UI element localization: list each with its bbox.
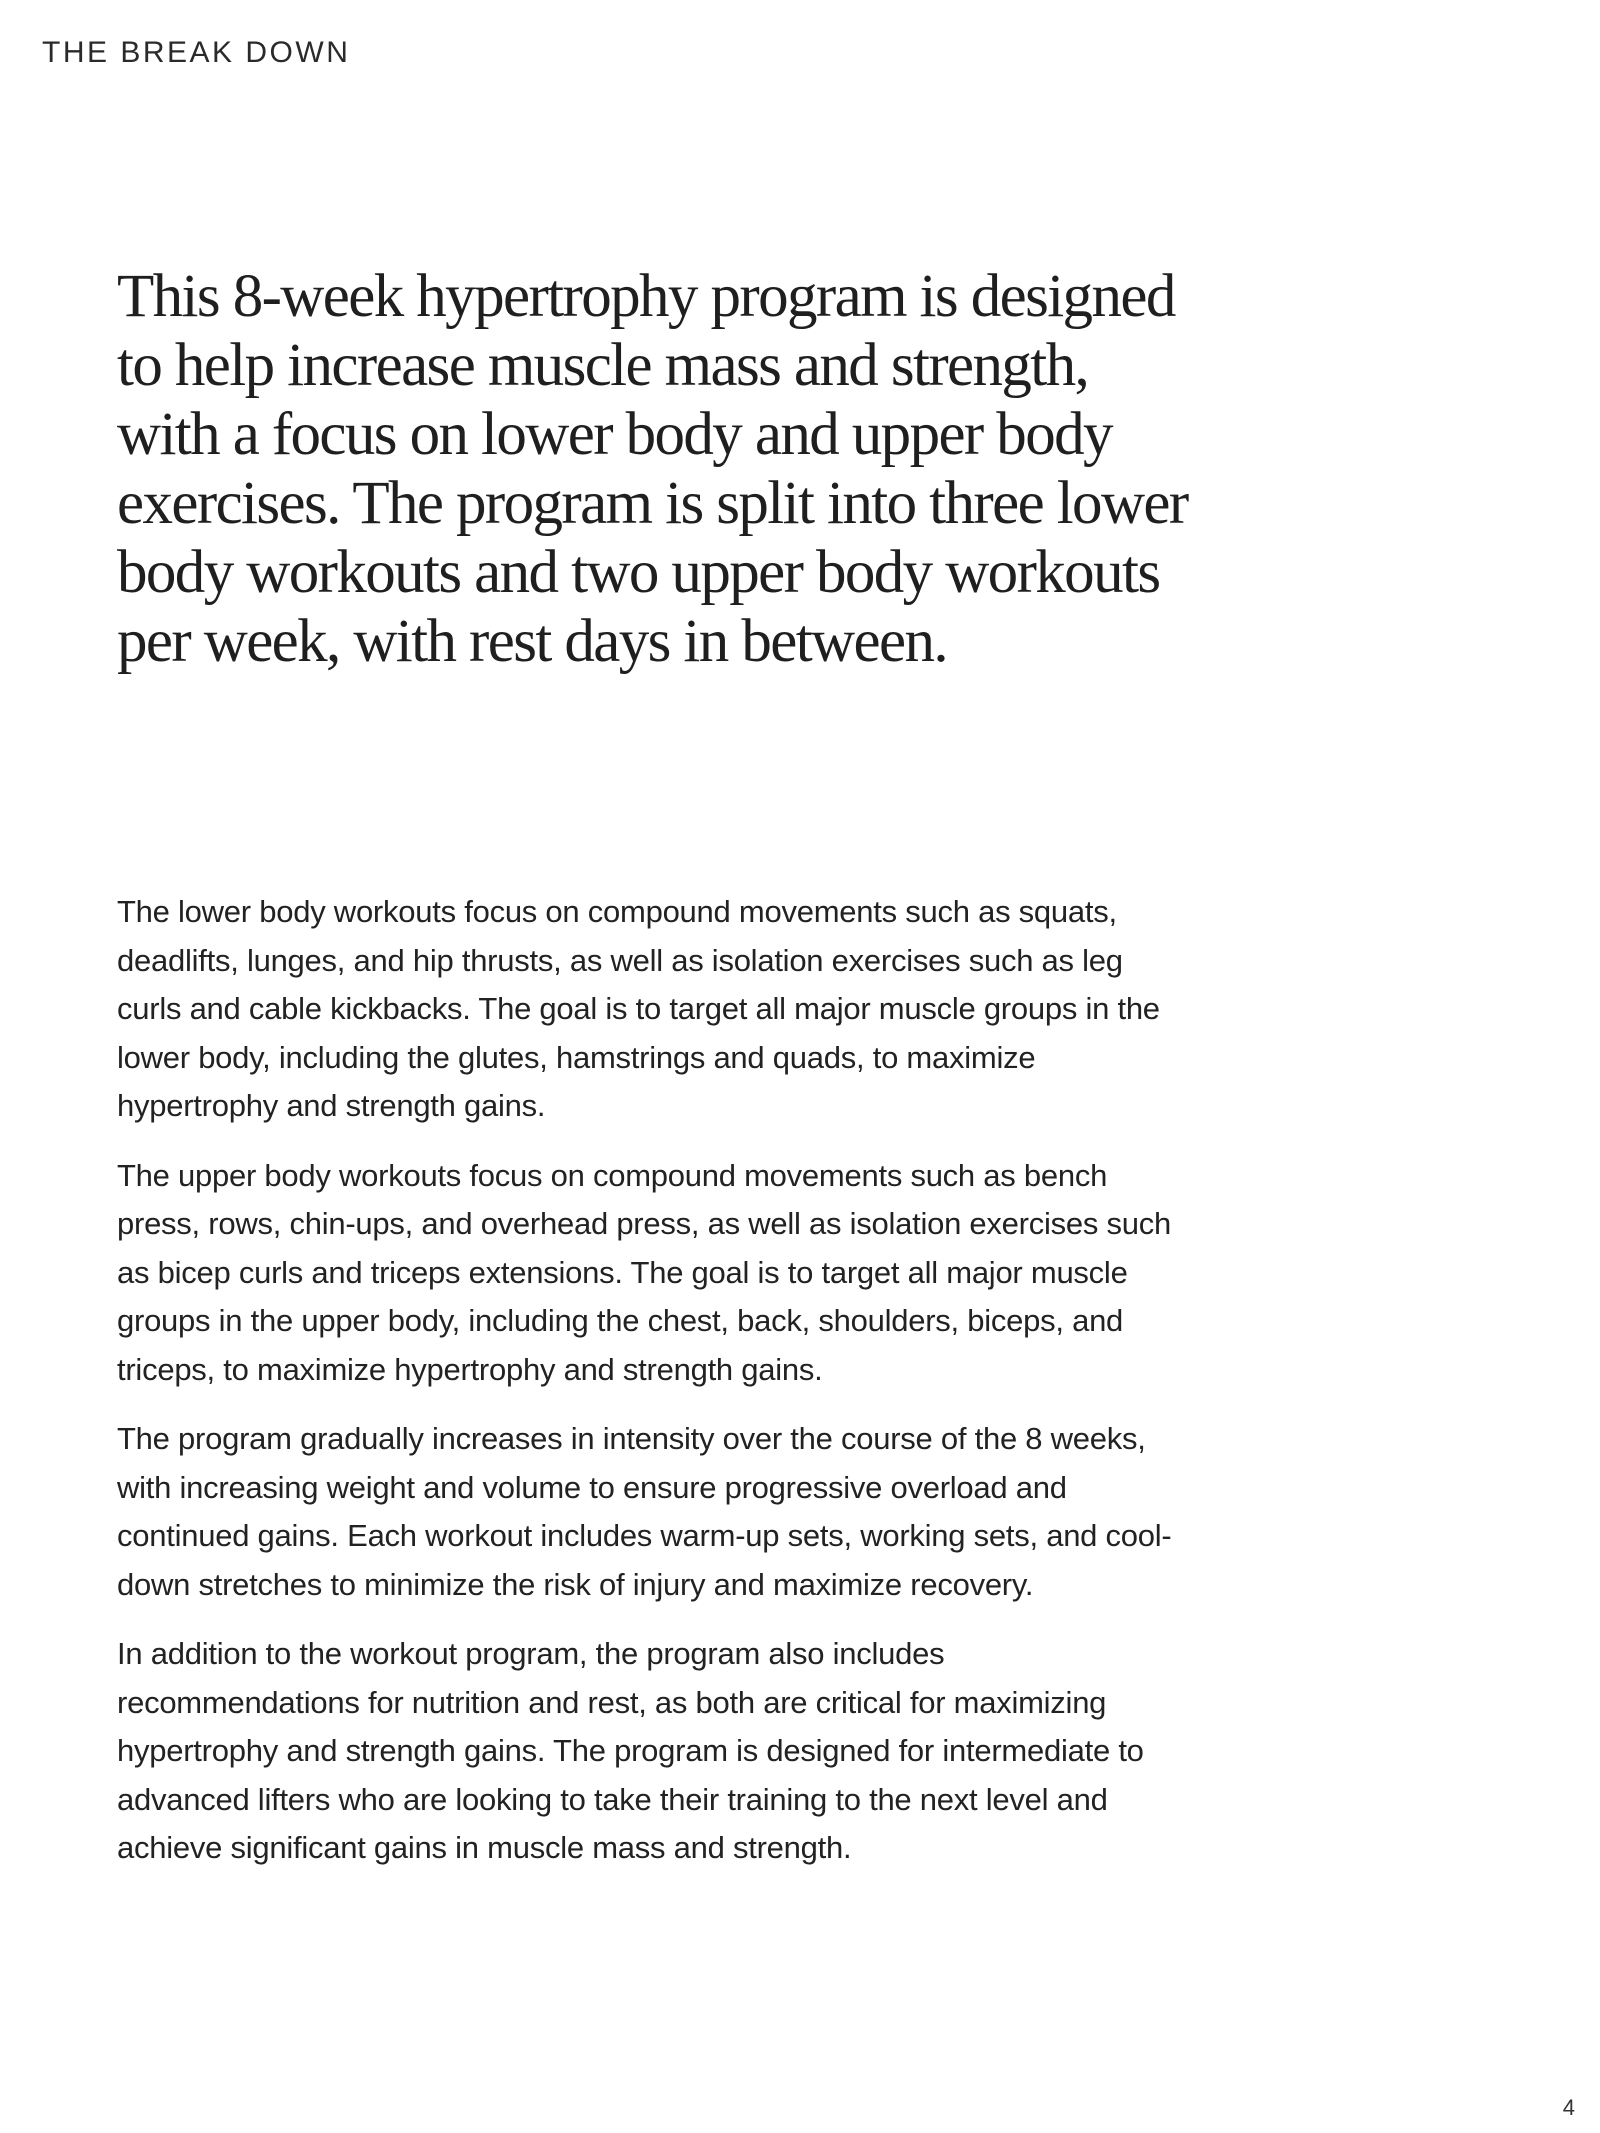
paragraph-progression: The program gradually increases in intensity over the course of the 8 weeks, with increasing weight and volume to ensure progressive overload and continued gains. Each workout includes warm-up sets, working sets, and cool-down stretches to minimize the risk of injury and maximize recovery. — [117, 1421, 1172, 1602]
section-label: THE BREAK DOWN — [42, 36, 351, 69]
paragraph-lower-body: The lower body workouts focus on compound movements such as squats, deadlifts, lunges, and hip thrusts, as well as isolation exercises such as leg curls and cable kickbacks. The goal is to target all major muscle groups in the lower body, including the glutes, hamstrings and quads, to maximize hypertrophy and strength gains. — [117, 894, 1160, 1123]
page-number: 4 — [1562, 2095, 1575, 2120]
paragraph-upper-body: The upper body workouts focus on compound movements such as bench press, rows, chin-ups, and overhead press, as well as isolation exercises such as bicep curls and triceps extensions. The goal is to target all major muscle groups in the upper body, including the chest, back, shoulders, biceps, and triceps, to maximize hypertrophy and strength gains. — [117, 1157, 1171, 1387]
body-copy — [117, 888, 1177, 1894]
paragraph-nutrition-rest: In addition to the workout program, the program also includes recommendations for nutrition and rest, as both are critical for maximizing hypertrophy and strength gains. The program is designed for intermediate to advanced lifters who are looking to take their training to the next level and achieve significant gains in muscle mass and strength. — [117, 1636, 1144, 1865]
intro-statement: This 8-week hypertrophy program is designed to help increase muscle mass and strength, with a focus on lower body and upper body exercises. The program is split into three lower body workouts and two upper body workouts per week, with rest days in between. — [117, 263, 1188, 675]
